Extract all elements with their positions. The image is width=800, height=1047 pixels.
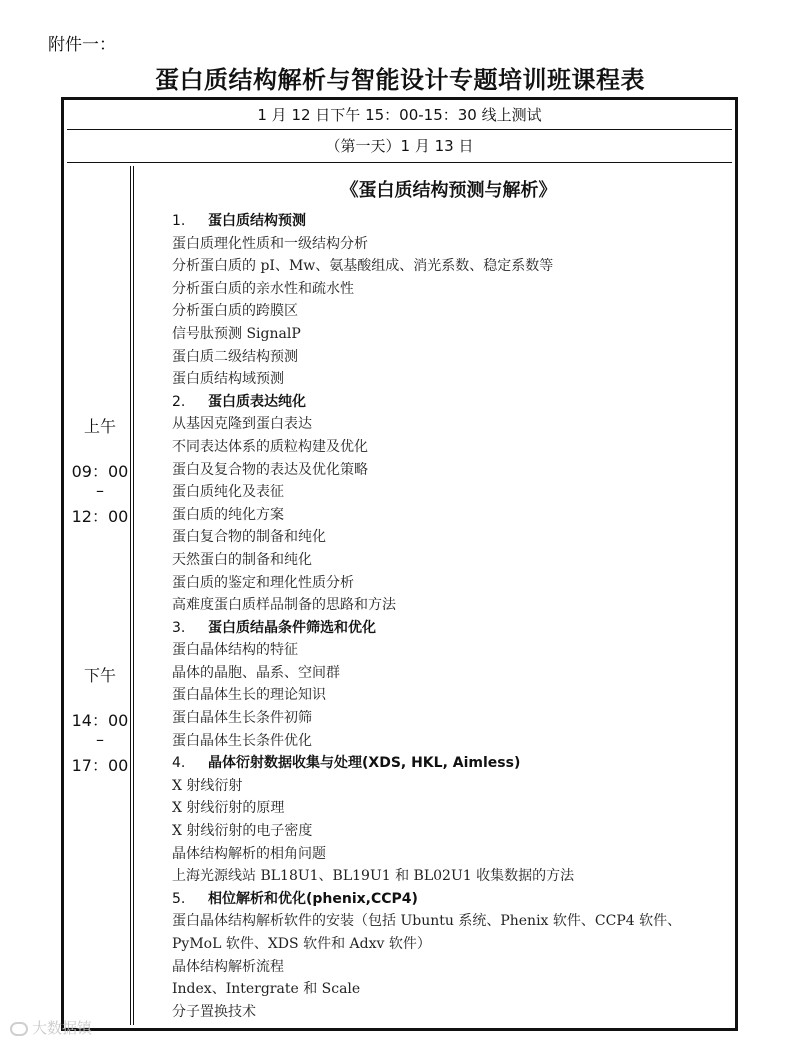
course-item-text: 蛋白晶体结构解析软件的安装（包括 Ubuntu 系统、Phenix 软件、CCP4 软件、 xyxy=(172,913,682,930)
section-number: 5. xyxy=(172,890,186,907)
course-item xyxy=(172,300,725,323)
course-item xyxy=(172,775,725,798)
course-item xyxy=(172,730,725,753)
course-item-text: Index、Intergrate 和 Scale xyxy=(172,981,361,998)
course-item xyxy=(172,459,725,482)
course-item-text: 高难度蛋白质样品制备的思路和方法 xyxy=(172,597,396,614)
online-test-row: 1 月 12 日下午 15：00-15：30 线上测试 xyxy=(257,106,542,124)
section-heading xyxy=(172,752,725,775)
course-item xyxy=(172,233,725,256)
course-item-text: 蛋白晶体结构的特征 xyxy=(172,642,298,659)
section-number: 3. xyxy=(172,619,186,636)
course-item xyxy=(172,910,725,933)
course-item xyxy=(172,368,725,391)
course-item-text: X 射线衍射的原理 xyxy=(172,800,285,817)
course-item-text: X 射线衍射的电子密度 xyxy=(172,823,313,840)
course-item xyxy=(172,956,725,979)
row-divider xyxy=(67,129,732,130)
course-content xyxy=(172,166,725,1023)
course-item-text: 分析蛋白质的跨膜区 xyxy=(172,303,298,320)
course-item xyxy=(172,504,725,527)
watermark-text: 大数据镇 xyxy=(32,1019,93,1037)
morning-start-time: 09：00 xyxy=(71,462,129,481)
column-divider xyxy=(130,166,134,1025)
course-item-text: X 射线衍射 xyxy=(172,777,243,794)
course-item-text: 蛋白质纯化及表征 xyxy=(172,484,284,501)
attachment-label: 附件一： xyxy=(48,35,116,55)
course-item xyxy=(172,481,725,504)
course-item-text: 蛋白晶体生长条件优化 xyxy=(172,732,312,749)
course-item xyxy=(172,684,725,707)
course-lines xyxy=(172,210,725,1023)
morning-end-time: 12：00 xyxy=(71,507,129,526)
course-item-text: 蛋白晶体生长的理论知识 xyxy=(172,687,326,704)
course-item-text: 蛋白质理化性质和一级结构分析 xyxy=(172,235,368,252)
section-heading-text: 蛋白质结晶条件筛选和优化 xyxy=(208,619,376,636)
day-header-row: （第一天）1 月 13 日 xyxy=(325,137,474,155)
course-item-text: 晶体的晶胞、晶系、空间群 xyxy=(172,664,340,681)
course-item xyxy=(172,255,725,278)
course-item-text: 蛋白复合物的制备和纯化 xyxy=(172,529,326,546)
course-item-text: 晶体结构解析的相角问题 xyxy=(172,845,326,862)
course-item-text: 上海光源线站 BL18U1、BL19U1 和 BL02U1 收集数据的方法 xyxy=(172,868,575,885)
course-item xyxy=(172,526,725,549)
course-item xyxy=(172,346,725,369)
course-item-text: 从基因克隆到蛋白表达 xyxy=(172,416,312,433)
course-item-text: 分子置换技术 xyxy=(172,1003,256,1020)
course-item-text: 蛋白及复合物的表达及优化策略 xyxy=(172,461,368,478)
row-divider xyxy=(67,162,732,163)
section-heading xyxy=(172,617,725,640)
course-item-text: 蛋白晶体生长条件初筛 xyxy=(172,710,312,727)
course-item-text: 信号肽预测 SignalP xyxy=(172,325,301,342)
course-item-text: 分析蛋白质的亲水性和疏水性 xyxy=(172,280,354,297)
course-item xyxy=(172,572,725,595)
module-title: 《蛋白质结构预测与解析》 xyxy=(340,180,557,201)
course-item xyxy=(172,323,725,346)
morning-label: 上午 xyxy=(83,417,116,436)
watermark xyxy=(10,1017,92,1038)
course-item xyxy=(172,278,725,301)
afternoon-end-time: 17：00 xyxy=(71,756,129,775)
course-item xyxy=(172,549,725,572)
course-item xyxy=(172,413,725,436)
afternoon-start-time: 14：00 xyxy=(71,711,129,730)
section-number: 1. xyxy=(172,213,186,229)
course-item-text: 蛋白质结构域预测 xyxy=(172,371,284,388)
morning-dash: – xyxy=(96,481,104,500)
course-item-text: 天然蛋白的制备和纯化 xyxy=(172,551,312,568)
course-item xyxy=(172,843,725,866)
section-heading xyxy=(172,391,725,414)
course-item-text: 蛋白质二级结构预测 xyxy=(172,348,298,365)
course-item xyxy=(172,594,725,617)
course-item-text: 蛋白质的鉴定和理化性质分析 xyxy=(172,574,354,591)
afternoon-dash: – xyxy=(96,730,104,749)
course-item xyxy=(172,797,725,820)
course-item-text: 蛋白质的纯化方案 xyxy=(172,506,284,523)
section-heading-text: 蛋白质表达纯化 xyxy=(208,393,306,410)
course-item xyxy=(172,933,725,956)
course-item xyxy=(172,865,725,888)
course-item xyxy=(172,978,725,1001)
course-item xyxy=(172,1001,725,1024)
section-heading xyxy=(172,210,725,233)
course-item xyxy=(172,707,725,730)
section-heading-text: 蛋白质结构预测 xyxy=(208,213,306,229)
time-column xyxy=(69,166,131,1025)
course-item xyxy=(172,820,725,843)
afternoon-label: 下午 xyxy=(83,666,116,685)
course-item xyxy=(172,639,725,662)
schedule-table xyxy=(61,97,738,1031)
watermark-logo-icon xyxy=(10,1022,28,1036)
page-title: 蛋白质结构解析与智能设计专题培训班课程表 xyxy=(155,66,645,94)
section-heading xyxy=(172,888,725,911)
section-number: 2. xyxy=(172,393,186,410)
course-item-text: 分析蛋白质的 pI、Mw、氨基酸组成、消光系数、稳定系数等 xyxy=(172,258,554,275)
course-item xyxy=(172,662,725,685)
section-heading-text: 相位解析和优化(phenix,CCP4) xyxy=(208,890,418,907)
course-item xyxy=(172,436,725,459)
section-number: 4. xyxy=(172,755,186,772)
course-item-text: 不同表达体系的质粒构建及优化 xyxy=(172,438,368,455)
section-heading-text: 晶体衍射数据收集与处理(XDS, HKL, Aimless) xyxy=(208,755,521,772)
course-item-text: 晶体结构解析流程 xyxy=(172,958,284,975)
course-item-text: PyMoL 软件、XDS 软件和 Adxv 软件） xyxy=(172,936,431,952)
